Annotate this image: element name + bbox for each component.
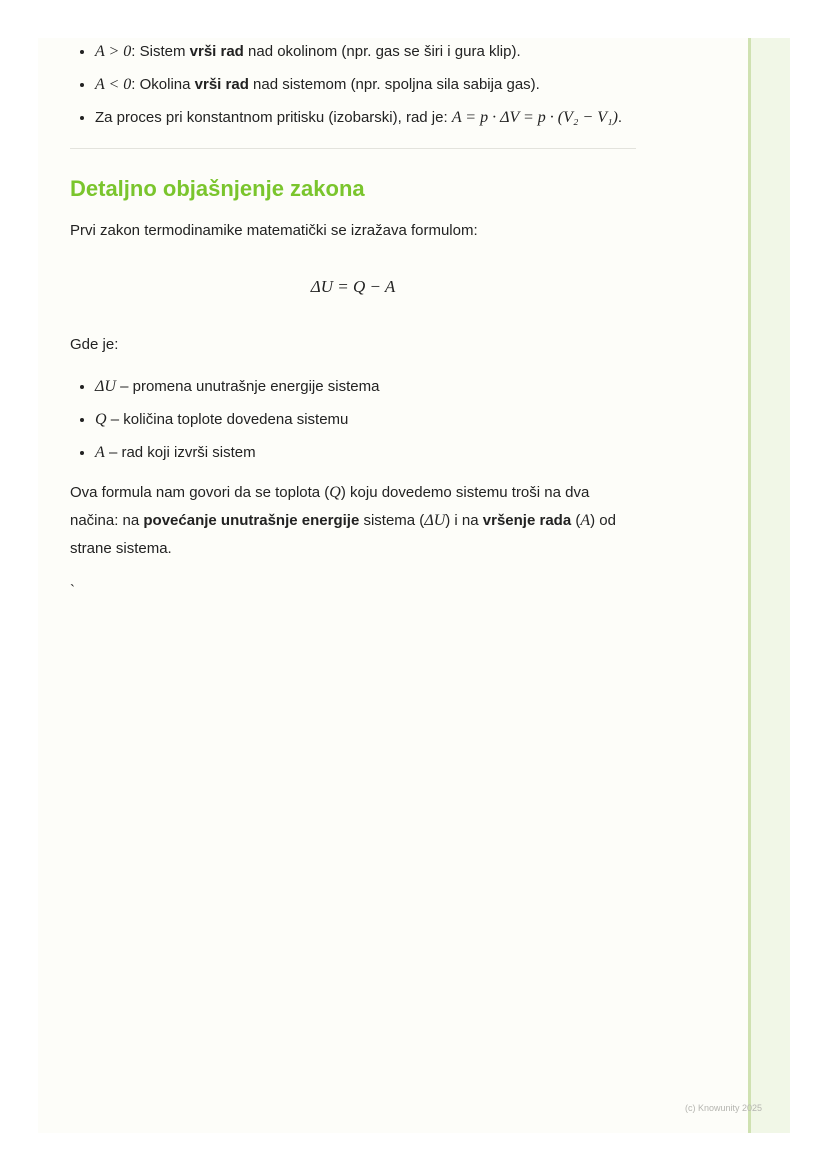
- math: A = p · ΔV = p · (V₂ − V₁): [451, 109, 618, 126]
- list-item: [95, 71, 636, 99]
- explanation-paragraph: [70, 479, 636, 563]
- list-item: [95, 406, 636, 434]
- bold-text: vršenje rada: [482, 512, 572, 529]
- math: A: [95, 444, 105, 461]
- math: Q: [329, 484, 341, 501]
- text: Ova formula nam govori da se toplota (: [70, 484, 330, 501]
- text: ) i na: [445, 512, 483, 529]
- text: – promena unutrašnje energije sistema: [115, 378, 380, 395]
- math: ΔU: [424, 512, 446, 529]
- work-sign-list: [70, 38, 636, 132]
- text: .: [617, 109, 623, 126]
- text: Za proces pri konstantnom pritisku (izobarski), rad je:: [95, 109, 452, 126]
- bold-text: vrši rad: [194, 76, 249, 93]
- section-heading: Detaljno objašnjenje zakona: [70, 176, 365, 201]
- text: (: [571, 512, 581, 529]
- text: – rad koji izvrši sistem: [104, 444, 256, 461]
- stray-backtick: `: [70, 582, 75, 599]
- math: A: [580, 512, 591, 529]
- text: : Okolina: [131, 76, 195, 93]
- equation: ΔU = Q − A: [310, 277, 396, 296]
- bold-text: vrši rad: [189, 43, 244, 60]
- math: ΔU: [95, 378, 116, 395]
- list-item: [95, 373, 636, 401]
- list-item: [95, 439, 636, 467]
- math: Q: [95, 411, 107, 428]
- math: A > 0: [95, 43, 132, 60]
- text: : Sistem: [131, 43, 190, 60]
- side-margin-strip: [748, 38, 790, 1133]
- bold-text: povećanje unutrašnje energije: [143, 512, 360, 529]
- copyright-footer: (c) Knowunity 2025: [685, 1103, 763, 1113]
- list-item: [95, 38, 636, 66]
- document-content: [70, 38, 636, 619]
- text: ) od strane sistema.: [70, 512, 616, 557]
- text: – količina toplote dovedena sistemu: [106, 411, 349, 428]
- text: nad okolinom (npr. gas se širi i gura klip).: [243, 43, 521, 60]
- text: nad sistemom (npr. spoljna sila sabija gas).: [248, 76, 540, 93]
- text: sistema (: [359, 512, 425, 529]
- intro-text: Prvi zakon termodinamike matematički se izražava formulom:: [70, 222, 478, 239]
- divider: [70, 148, 636, 149]
- list-item: [95, 104, 636, 132]
- text: ) koju dovedemo sistemu troši na dva načina: na: [70, 484, 590, 529]
- where-label: Gde je:: [70, 336, 119, 353]
- math: A < 0: [95, 76, 132, 93]
- definition-list: [70, 373, 636, 467]
